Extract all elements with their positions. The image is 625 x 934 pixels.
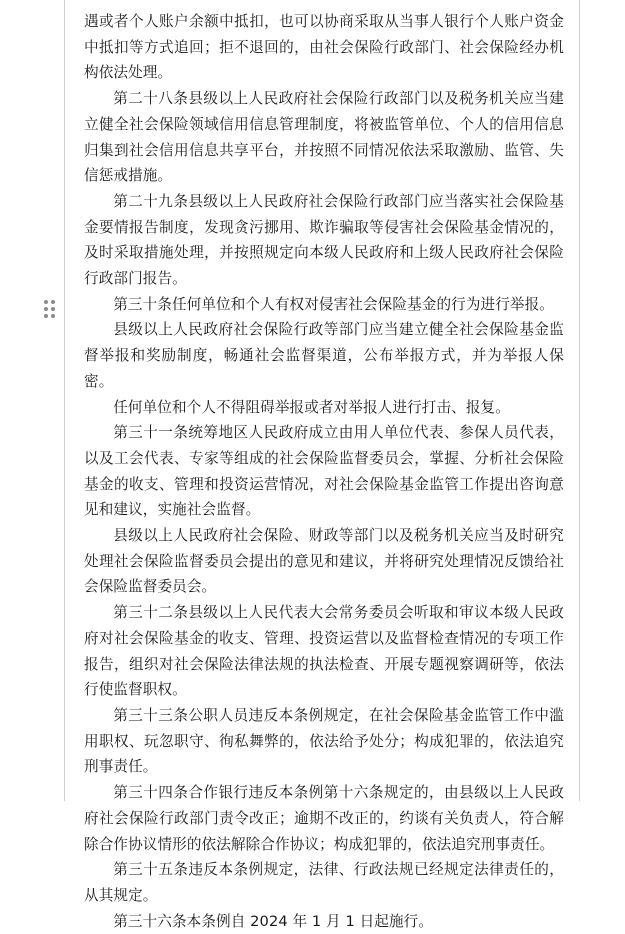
paragraph: 第三十一条统筹地区人民政府成立由用人单位代表、参保人员代表，以及工会代表、专家等组成的社会保险监督委员会，掌握、分析社会保险基金的收支、管理和投资运营情况，对社会保险基金监管工作提出咨询意见和建议，实施社会监督。	[84, 424, 564, 519]
left-margin-guide	[64, 0, 65, 801]
paragraph: 县级以上人民政府社会保险行政等部门应当建立健全社会保险基金监督举报和奖励制度，畅通社会监督渠道，公布举报方式，并为举报人保密。	[84, 321, 564, 390]
paragraph: 第二十九条县级以上人民政府社会保险行政部门应当落实社会保险基金要情报告制度，发现贪污挪用、欺诈骗取等侵害社会保险基金情况的，及时采取措施处理，并按照规定向本级人民政府和上级人民政府社会保险行政部门报告。	[84, 192, 564, 288]
paragraph: 第二十八条县级以上人民政府社会保险行政部门以及税务机关应当建立健全社会保险领域信用信息管理制度，将被监管单位、个人的信用信息归集到社会信用信息共享平台，并按照不同情况依法采取激励、监管、失信惩戒措施。	[84, 90, 564, 185]
paragraph: 第三十四条合作银行违反本条例第十六条规定的，由县级以上人民政府社会保险行政部门责令改正；逾期不改正的，约谈有关负责人，符合解除合作协议情形的依法解除合作协议；构成犯罪的，依法追究刑事责任。	[84, 784, 564, 853]
paragraph: 遇或者个人账户余额中抵扣，也可以协商采取从当事人银行个人账户资金中抵扣等方式追回；拒不退回的，由社会保险行政部门、社会保险经办机构依法处理。	[84, 13, 564, 82]
document-body[interactable]	[84, 9, 564, 934]
paragraph: 第三十条任何单位和个人有权对侵害社会保险基金的行为进行举报。	[113, 295, 555, 313]
drag-handle-icon[interactable]	[44, 300, 56, 318]
paragraph: 第三十三条公职人员违反本条例规定，在社会保险基金监管工作中滥用职权、玩忽职守、徇私舞弊的，依法给予处分；构成犯罪的，依法追究刑事责任。	[84, 706, 564, 776]
paragraph: 第三十二条县级以上人民代表大会常务委员会听取和审议本级人民政府对社会保险基金的收支、管理、投资运营以及监督检查情况的专项工作报告，组织对社会保险法律法规的执法检查、开展专题视察调研等，依法行使监督职权。	[84, 604, 564, 699]
right-margin-guide	[579, 0, 580, 801]
paragraph: 第三十六条本条例自 2024 年 1 月 1 日起施行。	[113, 912, 434, 930]
paragraph: 第三十五条违反本条例规定，法律、行政法规已经规定法律责任的，从其规定。	[84, 861, 564, 904]
paragraph: 县级以上人民政府社会保险、财政等部门以及税务机关应当及时研究处理社会保险监督委员会提出的意见和建议，并将研究处理情况反馈给社会保险监督委员会。	[84, 527, 564, 596]
paragraph: 任何单位和个人不得阻碍举报或者对举报人进行打击、报复。	[113, 398, 510, 416]
